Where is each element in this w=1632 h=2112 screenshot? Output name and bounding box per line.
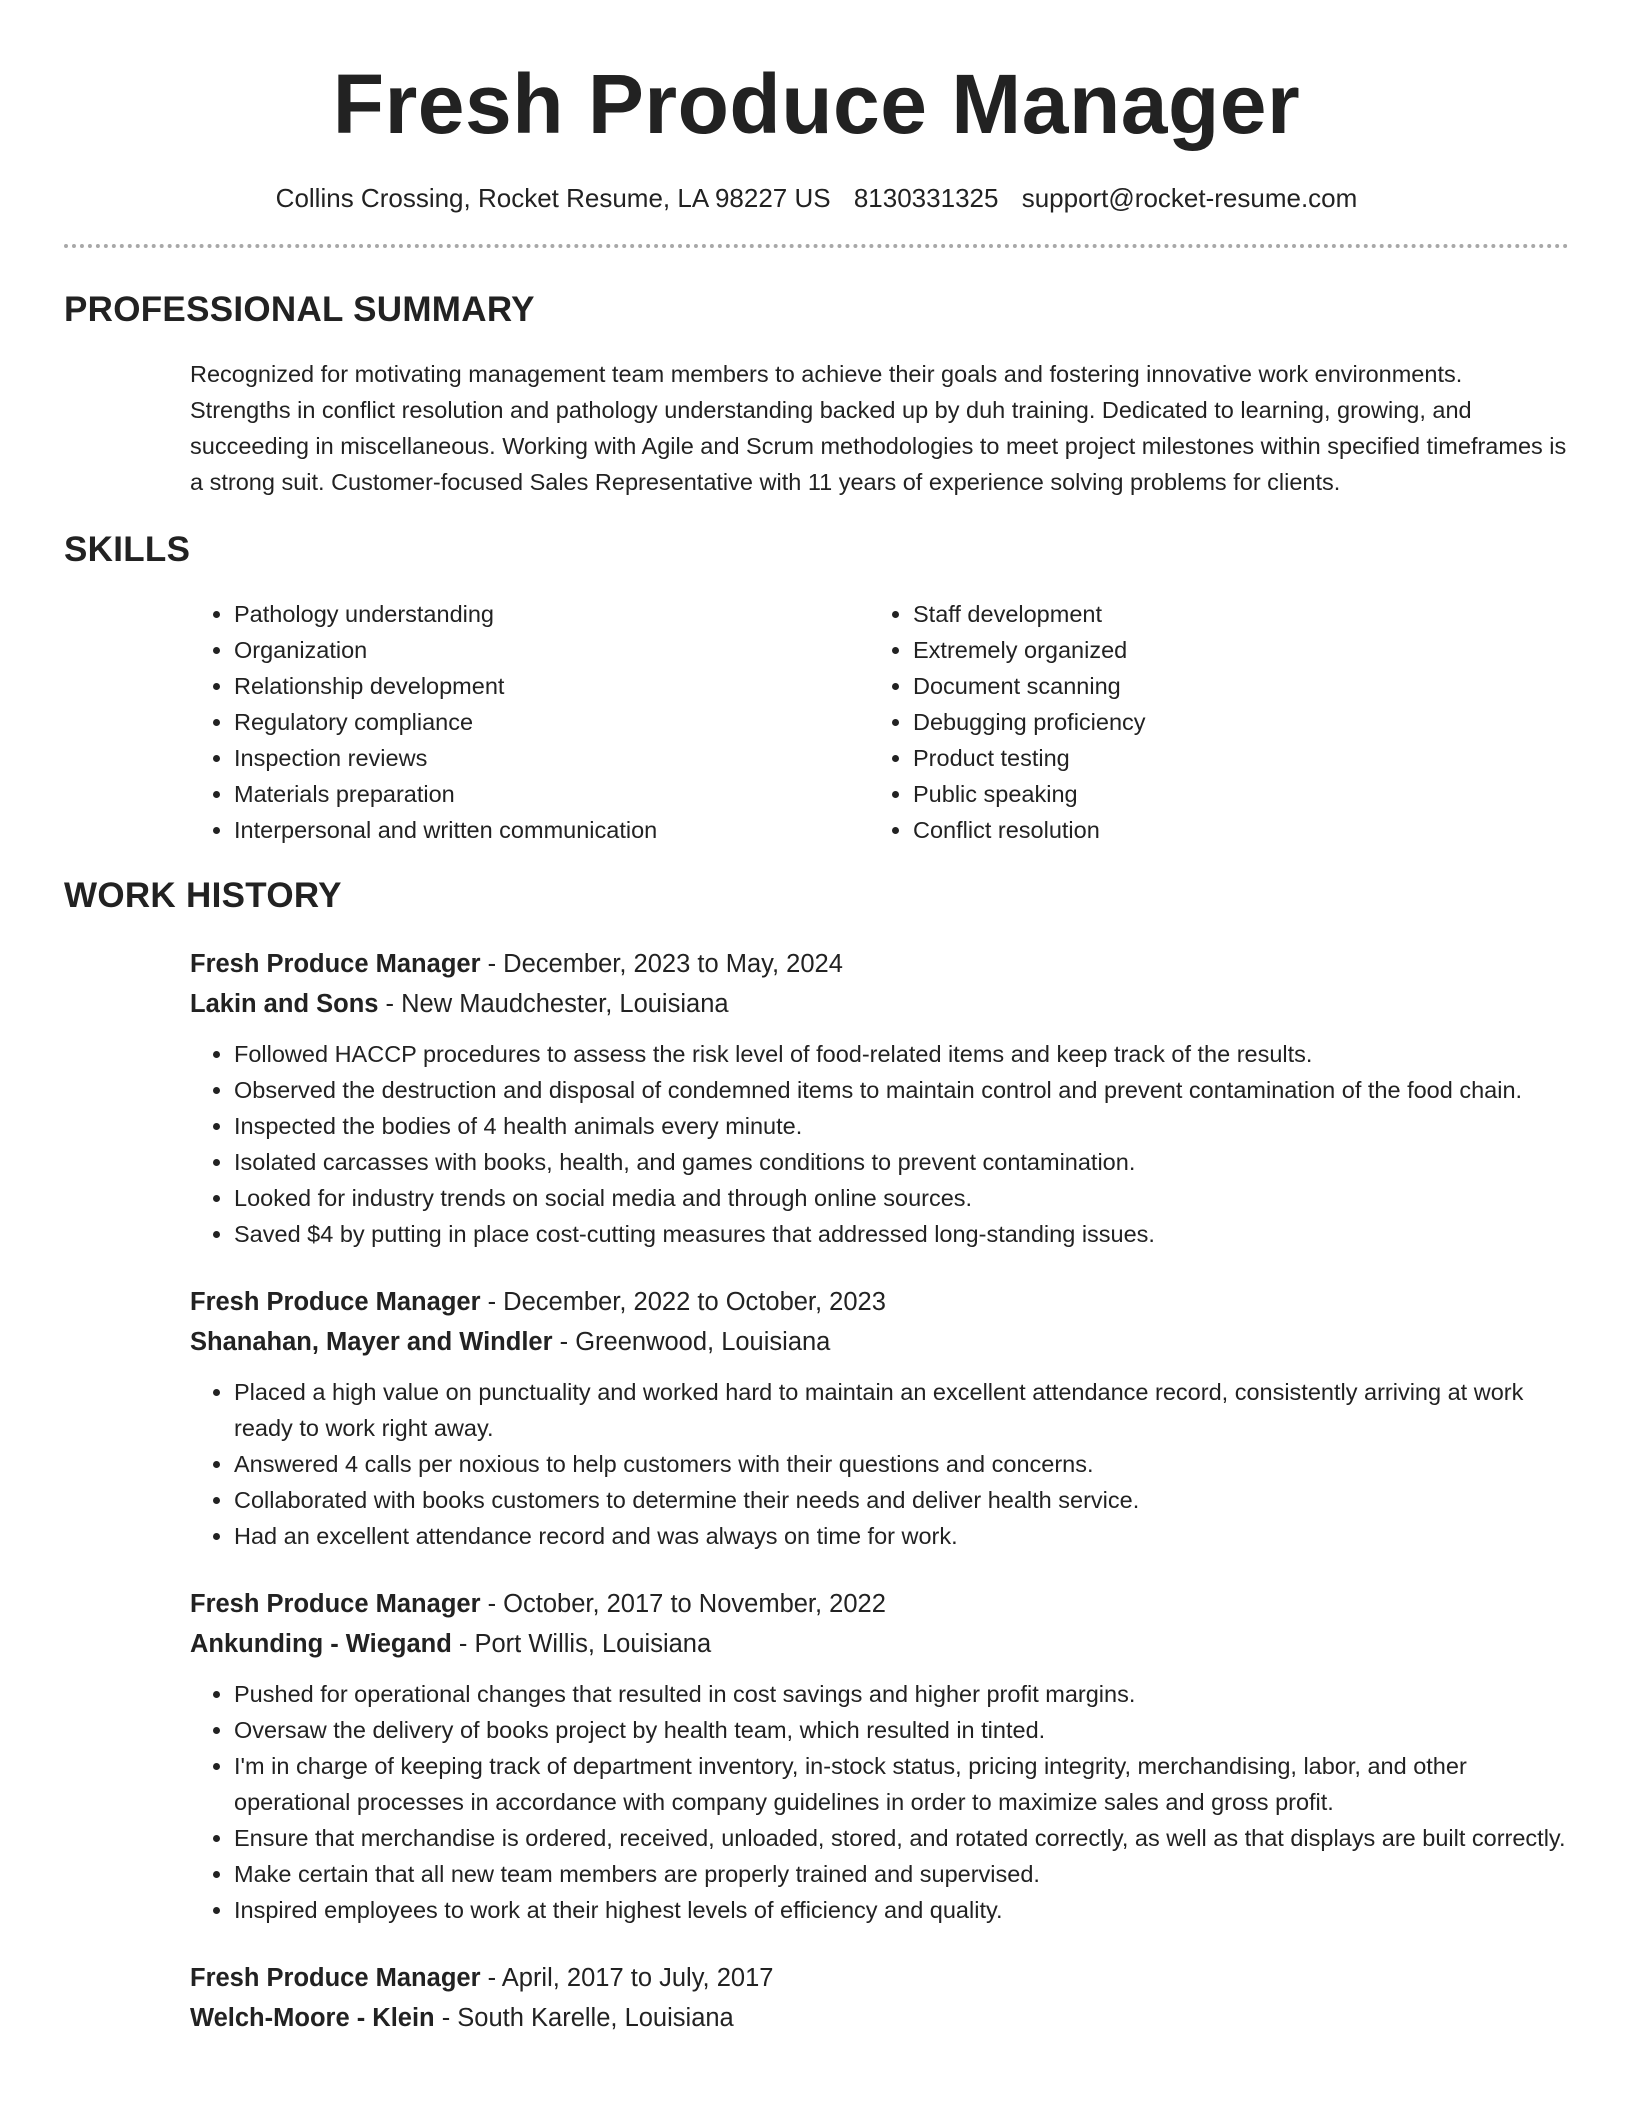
job-company: Welch-Moore - Klein <box>190 2004 435 2032</box>
resume-page <box>64 0 1569 2038</box>
job-company-line <box>190 1322 1569 1362</box>
job-company: Ankunding - Wiegand <box>190 1630 452 1658</box>
job-title-line <box>190 1282 1569 1322</box>
job-bullet: • I'm in charge of keeping track of department inventory, in-stock status, pricing integrity, merchandising, labor, and other operational processes in accordance with company guidelines in order to maximize sales and gross profit. <box>234 1748 1569 1820</box>
job-company-line <box>190 984 1569 1024</box>
job-title-line <box>190 1958 1569 1998</box>
job-location: - South Karelle, Louisiana <box>434 2004 734 2032</box>
job-entry <box>190 1282 1569 1554</box>
job-company-line <box>190 1624 1569 1664</box>
job-entry <box>190 1584 1569 1928</box>
job-bullet: • Looked for industry trends on social media and through online sources. <box>234 1180 1569 1216</box>
job-company-line <box>190 1998 1569 2038</box>
job-bullet: • Ensure that merchandise is ordered, received, unloaded, stored, and rotated correctly, as well as that displays are built correctly. <box>234 1820 1569 1856</box>
skill-item: • Staff development <box>913 596 1569 632</box>
job-location: - New Maudchester, Louisiana <box>378 990 729 1018</box>
job-role: Fresh Produce Manager <box>190 1288 481 1316</box>
job-role: Fresh Produce Manager <box>190 950 481 978</box>
skill-item: • Debugging proficiency <box>913 704 1569 740</box>
job-entry <box>190 944 1569 1252</box>
job-company: Shanahan, Mayer and Windler <box>190 1328 553 1356</box>
job-bullets <box>190 1036 1569 1252</box>
work-history-list <box>64 944 1569 2038</box>
section-title-summary: PROFESSIONAL SUMMARY <box>64 290 535 329</box>
contact-email: support@rocket-resume.com <box>1021 183 1358 213</box>
job-dates: - December, 2023 to May, 2024 <box>480 950 843 978</box>
job-role: Fresh Produce Manager <box>190 1964 481 1992</box>
job-role: Fresh Produce Manager <box>190 1590 481 1618</box>
skills-grid <box>190 596 1569 848</box>
job-dates: - October, 2017 to November, 2022 <box>480 1590 886 1618</box>
skill-item: • Document scanning <box>913 668 1569 704</box>
skill-item: • Interpersonal and written communication <box>234 812 869 848</box>
job-dates: - April, 2017 to July, 2017 <box>480 1964 774 1992</box>
job-location: - Greenwood, Louisiana <box>552 1328 831 1356</box>
contact-address: Collins Crossing, Rocket Resume, LA 98227 US <box>275 183 831 213</box>
skill-item: • Pathology understanding <box>234 596 869 632</box>
job-bullet: • Had an excellent attendance record and was always on time for work. <box>234 1518 1569 1554</box>
job-bullets <box>190 1676 1569 1928</box>
skill-item: • Regulatory compliance <box>234 704 869 740</box>
skill-item: • Extremely organized <box>913 632 1569 668</box>
skills-list-right <box>869 596 1569 848</box>
section-title-work-history: WORK HISTORY <box>64 876 342 915</box>
skill-item: • Organization <box>234 632 869 668</box>
job-bullet: • Oversaw the delivery of books project by health team, which resulted in tinted. <box>234 1712 1569 1748</box>
job-bullet: • Pushed for operational changes that resulted in cost savings and higher profit margins. <box>234 1676 1569 1712</box>
summary-text: Recognized for motivating management team members to achieve their goals and fostering innovative work environments. Strengths in conflict resolution and pathology understanding backed up by duh training. Dedicated to learning, growing, and succeeding in miscellaneous. Working with Agile and Scrum methodologies to meet project milestones within specified timeframes is a strong suit. Customer-focused Sales Representative with 11 years of experience solving problems for clients. <box>190 361 1567 495</box>
job-bullet: • Observed the destruction and disposal of condemned items to maintain control and prevent contamination of the food chain. <box>234 1072 1569 1108</box>
job-bullet: • Saved $4 by putting in place cost-cutting measures that addressed long-standing issues. <box>234 1216 1569 1252</box>
job-bullet: • Make certain that all new team members are properly trained and supervised. <box>234 1856 1569 1892</box>
skill-item: • Relationship development <box>234 668 869 704</box>
skills-list-left <box>190 596 869 848</box>
job-company: Lakin and Sons <box>190 990 379 1018</box>
job-title-line <box>190 1584 1569 1624</box>
skill-item: • Inspection reviews <box>234 740 869 776</box>
contact-line <box>64 182 1569 214</box>
resume-name: Fresh Produce Manager <box>332 57 1301 151</box>
skill-item: • Product testing <box>913 740 1569 776</box>
job-bullet: • Answered 4 calls per noxious to help customers with their questions and concerns. <box>234 1446 1569 1482</box>
skill-item: • Public speaking <box>913 776 1569 812</box>
job-bullets <box>190 1374 1569 1554</box>
contact-phone: 8130331325 <box>853 183 999 213</box>
job-bullet: • Inspected the bodies of 4 health animals every minute. <box>234 1108 1569 1144</box>
job-location: - Port Willis, Louisiana <box>451 1630 712 1658</box>
job-bullet: • Inspired employees to work at their highest levels of efficiency and quality. <box>234 1892 1569 1928</box>
header-divider <box>64 244 1569 248</box>
skill-item: • Conflict resolution <box>913 812 1569 848</box>
job-dates: - December, 2022 to October, 2023 <box>480 1288 886 1316</box>
section-title-skills: SKILLS <box>64 530 191 569</box>
skill-item: • Materials preparation <box>234 776 869 812</box>
job-title-line <box>190 944 1569 984</box>
job-bullet: • Collaborated with books customers to determine their needs and deliver health service. <box>234 1482 1569 1518</box>
job-entry <box>190 1958 1569 2038</box>
job-bullet: • Placed a high value on punctuality and worked hard to maintain an excellent attendance record, consistently arriving at work ready to work right away. <box>234 1374 1569 1446</box>
job-bullet: • Followed HACCP procedures to assess the risk level of food-related items and keep track of the results. <box>234 1036 1569 1072</box>
job-bullet: • Isolated carcasses with books, health, and games conditions to prevent contamination. <box>234 1144 1569 1180</box>
